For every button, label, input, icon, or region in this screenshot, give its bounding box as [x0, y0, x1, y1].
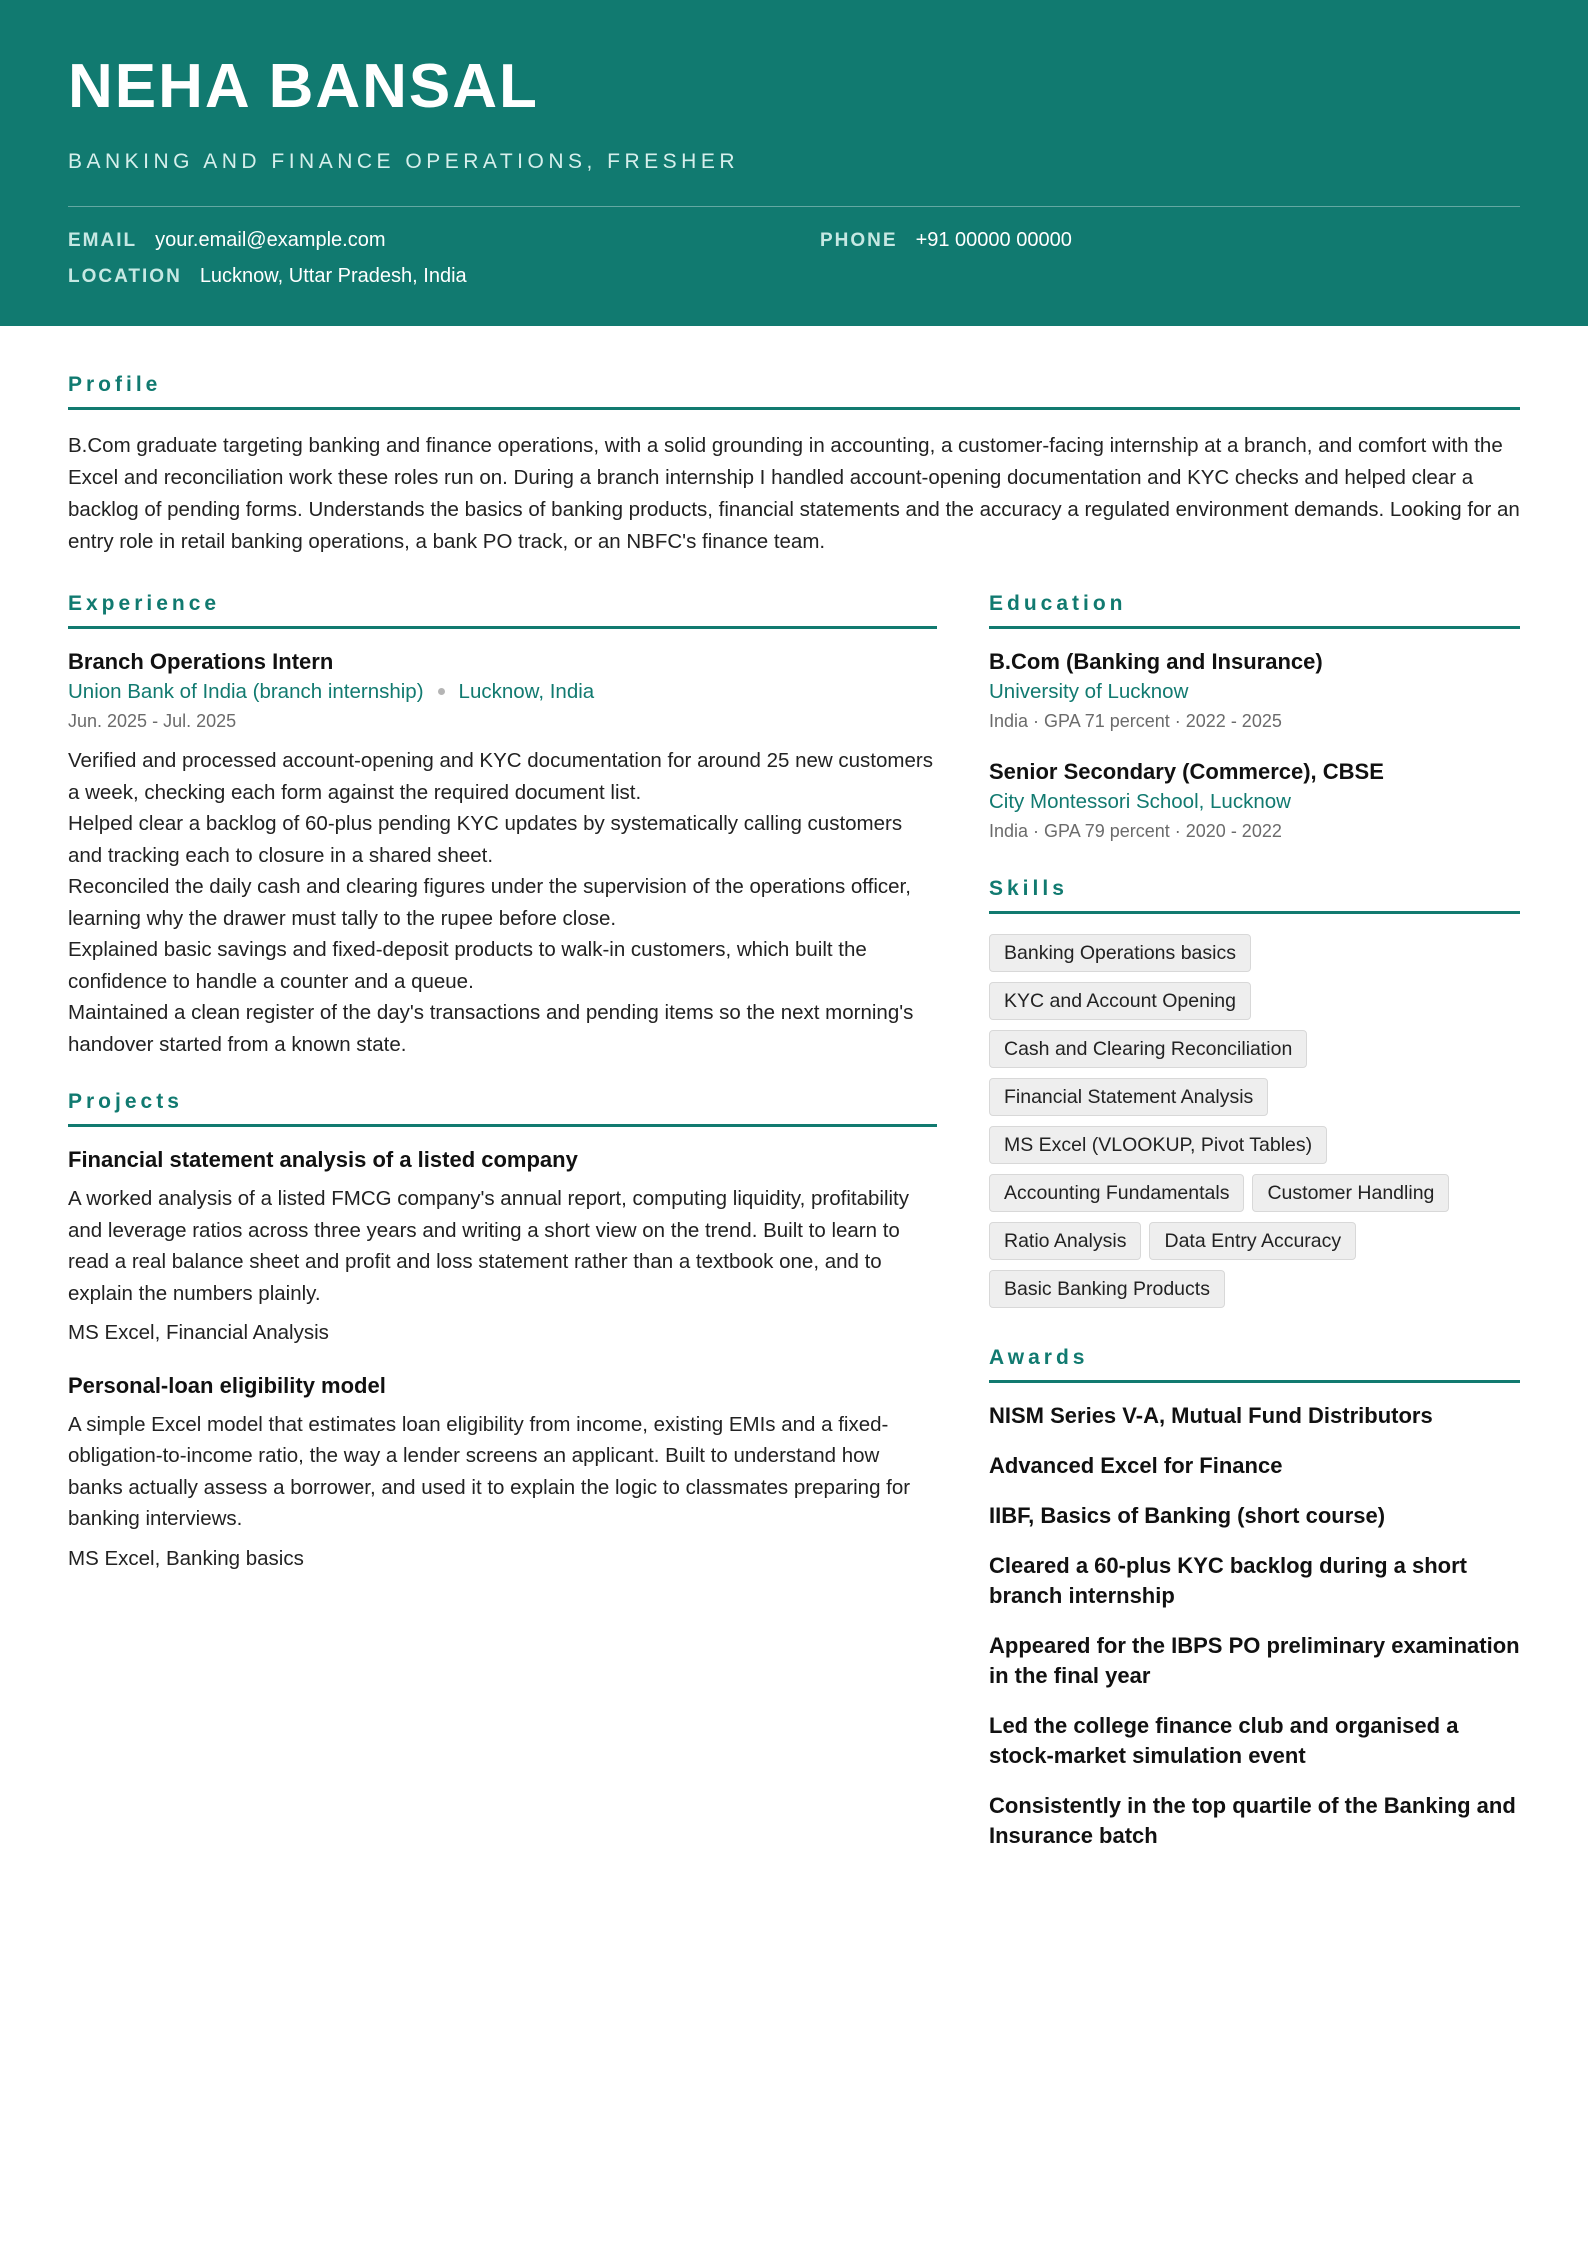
projects-heading: Projects	[68, 1090, 937, 1127]
experience-bullet: Reconciled the daily cash and clearing figures under the supervision of the operations officer, learning why the drawer must tally to the rupee before close.	[68, 875, 911, 930]
education-degree: Senior Secondary (Commerce), CBSE	[989, 759, 1384, 784]
phone-label: PHONE	[820, 230, 898, 251]
award-item: Led the college finance club and organised a stock-market simulation event	[989, 1713, 1459, 1768]
education-entry	[989, 757, 1520, 845]
profile-heading: Profile	[68, 373, 1520, 410]
profile-section	[68, 373, 1520, 558]
education-meta: India · GPA 71 percent · 2022 - 2025	[989, 711, 1282, 731]
award-item: Advanced Excel for Finance	[989, 1453, 1283, 1478]
experience-bullet: Verified and processed account-opening and KYC documentation for around 25 new customers a week, checking each form against the required document list.	[68, 749, 933, 804]
skills-section	[989, 877, 1520, 1308]
experience-bullets	[68, 745, 937, 1060]
award-item: Cleared a 60-plus KYC backlog during a short branch internship	[989, 1553, 1467, 1608]
experience-heading: Experience	[68, 592, 937, 629]
right-column	[989, 592, 1520, 1871]
skills-heading: Skills	[989, 877, 1520, 914]
education-degree: B.Com (Banking and Insurance)	[989, 649, 1323, 674]
phone-value[interactable]: +91 00000 00000	[915, 229, 1072, 251]
experience-bullet: Helped clear a backlog of 60-plus pending KYC updates by systematically calling customers and tracking each to closure in a shared sheet.	[68, 812, 903, 867]
experience-bullet: Explained basic savings and fixed-deposit products to walk-in customers, which built the confidence to handle a counter and a queue.	[68, 938, 867, 993]
skill-chip: Banking Operations basics	[989, 934, 1251, 972]
projects-section	[68, 1090, 937, 1574]
profile-summary: B.Com graduate targeting banking and finance operations, with a solid grounding in accounting, a customer-facing internship at a branch, and comfort with the Excel and reconciliation work these roles run on. During a branch internship I handled account-opening documentation and KYC checks and helped clear a backlog of pending forms. Understands the basics of banking products, financial statements and the accuracy a regulated environment demands. Looking for an entry role in retail banking operations, a bank PO track, or an NBFC's finance team.	[68, 434, 1520, 553]
experience-entry	[68, 647, 937, 1060]
awards-heading: Awards	[989, 1346, 1520, 1383]
candidate-headline: BANKING AND FINANCE OPERATIONS, FRESHER	[68, 150, 740, 173]
skill-chip: Customer Handling	[1252, 1174, 1449, 1212]
experience-org-line	[68, 677, 937, 707]
project-description: A simple Excel model that estimates loan eligibility from income, existing EMIs and a fixed-obligation-to-income ratio, the way a lender screens an applicant. Built to understand how banks actually assess a borrower, and used it to explain the logic to classmates preparing for banking interviews.	[68, 1412, 911, 1530]
contact-email	[68, 229, 386, 252]
experience-section	[68, 592, 937, 1060]
contact-phone	[820, 229, 1072, 252]
resume-body	[0, 373, 1588, 1871]
award-list	[989, 1401, 1520, 1851]
project-tools: MS Excel, Financial Analysis	[68, 1321, 329, 1344]
project-entry	[68, 1371, 937, 1575]
experience-company: Union Bank of India (branch internship)	[68, 680, 424, 703]
education-school: University of Lucknow	[989, 680, 1189, 703]
header-divider	[68, 206, 1520, 207]
award-item: IIBF, Basics of Banking (short course)	[989, 1503, 1386, 1528]
candidate-name: NEHA BANSAL	[68, 52, 539, 121]
award-item: Consistently in the top quartile of the Banking and Insurance batch	[989, 1793, 1516, 1848]
email-label: EMAIL	[68, 230, 138, 251]
skill-chip: Accounting Fundamentals	[989, 1174, 1244, 1212]
education-school: City Montessori School, Lucknow	[989, 790, 1291, 813]
contact-info	[68, 229, 1520, 309]
skill-chip: MS Excel (VLOOKUP, Pivot Tables)	[989, 1126, 1327, 1164]
award-item: NISM Series V-A, Mutual Fund Distributors	[989, 1403, 1433, 1428]
contact-location	[68, 265, 467, 288]
skill-chip: Ratio Analysis	[989, 1222, 1141, 1260]
experience-bullet: Maintained a clean register of the day's transactions and pending items so the next morning's handover started from a known state.	[68, 1001, 914, 1056]
skill-chip: KYC and Account Opening	[989, 982, 1251, 1020]
project-description: A worked analysis of a listed FMCG company's annual report, computing liquidity, profitability and leverage ratios across three years and writing a short view on the trend. Built to learn to read a real balance sheet and profit and loss statement rather than a textbook one, and to explain the numbers plainly.	[68, 1187, 910, 1305]
location-value: Lucknow, Uttar Pradesh, India	[199, 265, 467, 287]
experience-role: Branch Operations Intern	[68, 649, 334, 674]
resume-header	[0, 0, 1588, 326]
project-name: Personal-loan eligibility model	[68, 1372, 386, 1398]
skill-chip: Basic Banking Products	[989, 1270, 1225, 1308]
skill-chip: Financial Statement Analysis	[989, 1078, 1268, 1116]
left-column	[68, 592, 937, 1871]
education-entry	[989, 647, 1520, 735]
email-value[interactable]: your.email@example.com	[155, 229, 386, 251]
location-label: LOCATION	[68, 266, 182, 287]
skill-chip: Data Entry Accuracy	[1149, 1222, 1356, 1260]
education-section	[989, 592, 1520, 845]
separator-dot-icon	[438, 688, 445, 695]
skill-chips	[989, 934, 1520, 1308]
two-column-layout	[68, 592, 1520, 1871]
experience-location: Lucknow, India	[458, 680, 595, 703]
project-tools: MS Excel, Banking basics	[68, 1546, 304, 1570]
project-entry	[68, 1145, 937, 1349]
awards-section	[989, 1346, 1520, 1851]
education-meta: India · GPA 79 percent · 2020 - 2022	[989, 821, 1282, 841]
award-item: Appeared for the IBPS PO preliminary examination in the final year	[989, 1633, 1520, 1688]
skill-chip: Cash and Clearing Reconciliation	[989, 1030, 1307, 1068]
experience-dates: Jun. 2025 - Jul. 2025	[68, 711, 237, 731]
project-name: Financial statement analysis of a listed company	[68, 1147, 578, 1172]
education-heading: Education	[989, 592, 1520, 629]
